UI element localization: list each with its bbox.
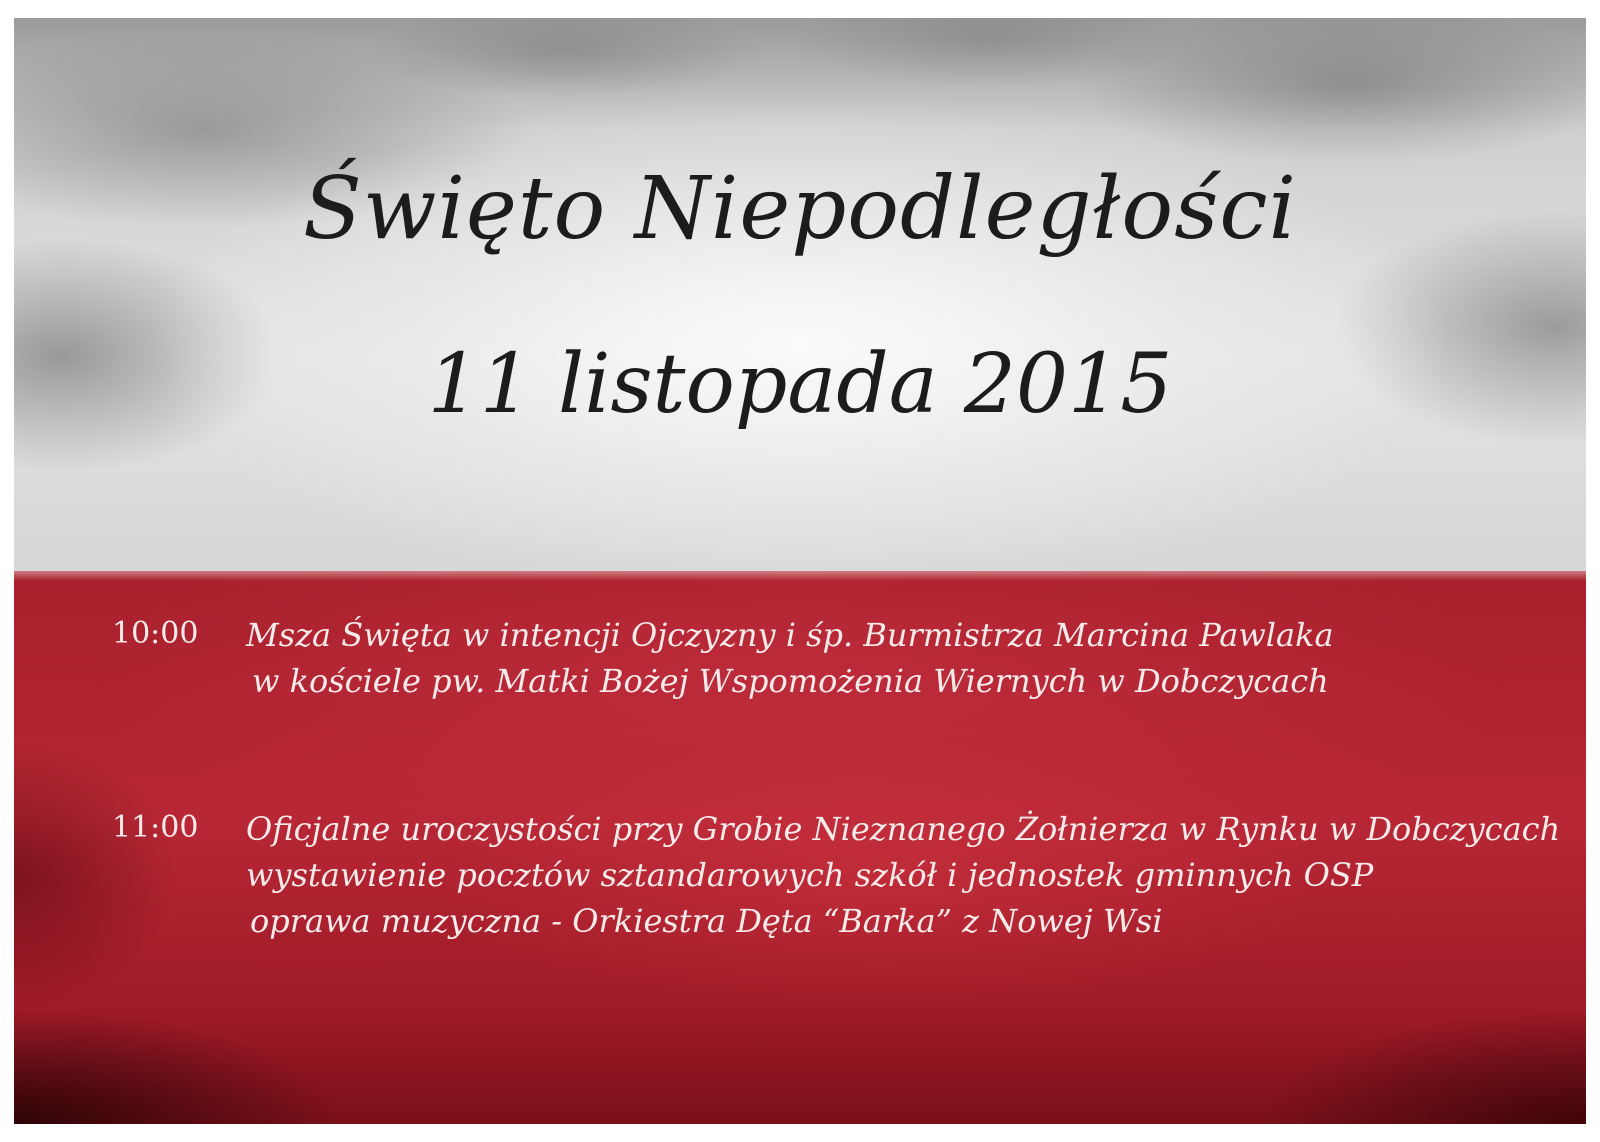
schedule-time: 10:00: [112, 616, 199, 651]
flag-white-band: [14, 18, 1586, 580]
event-date: 11 listopada 2015: [427, 337, 1173, 432]
schedule-line: oprawa muzyczna - Orkiestra Dęta “Barka” z Nowej Wsi: [250, 902, 1163, 940]
schedule-description: [246, 806, 1560, 944]
poster: [14, 18, 1586, 1124]
schedule-line: wystawienie pocztów sztandarowych szkół i jednostek gminnych OSP: [246, 856, 1374, 894]
schedule-line: Msza Święta w intencji Ojczyzny i śp. Burmistrza Marcina Pawlaka: [246, 616, 1334, 654]
poster-title: Święto Niepodległości: [302, 159, 1298, 259]
schedule-line: Oficjalne uroczystości przy Grobie Nieznanego Żołnierza w Rynku w Dobczycach: [246, 810, 1561, 848]
schedule-time: 11:00: [112, 810, 199, 845]
schedule-description: [246, 612, 1334, 704]
schedule-line: w kościele pw. Matki Bożej Wspomożenia Wiernych w Dobczycach: [252, 662, 1329, 700]
